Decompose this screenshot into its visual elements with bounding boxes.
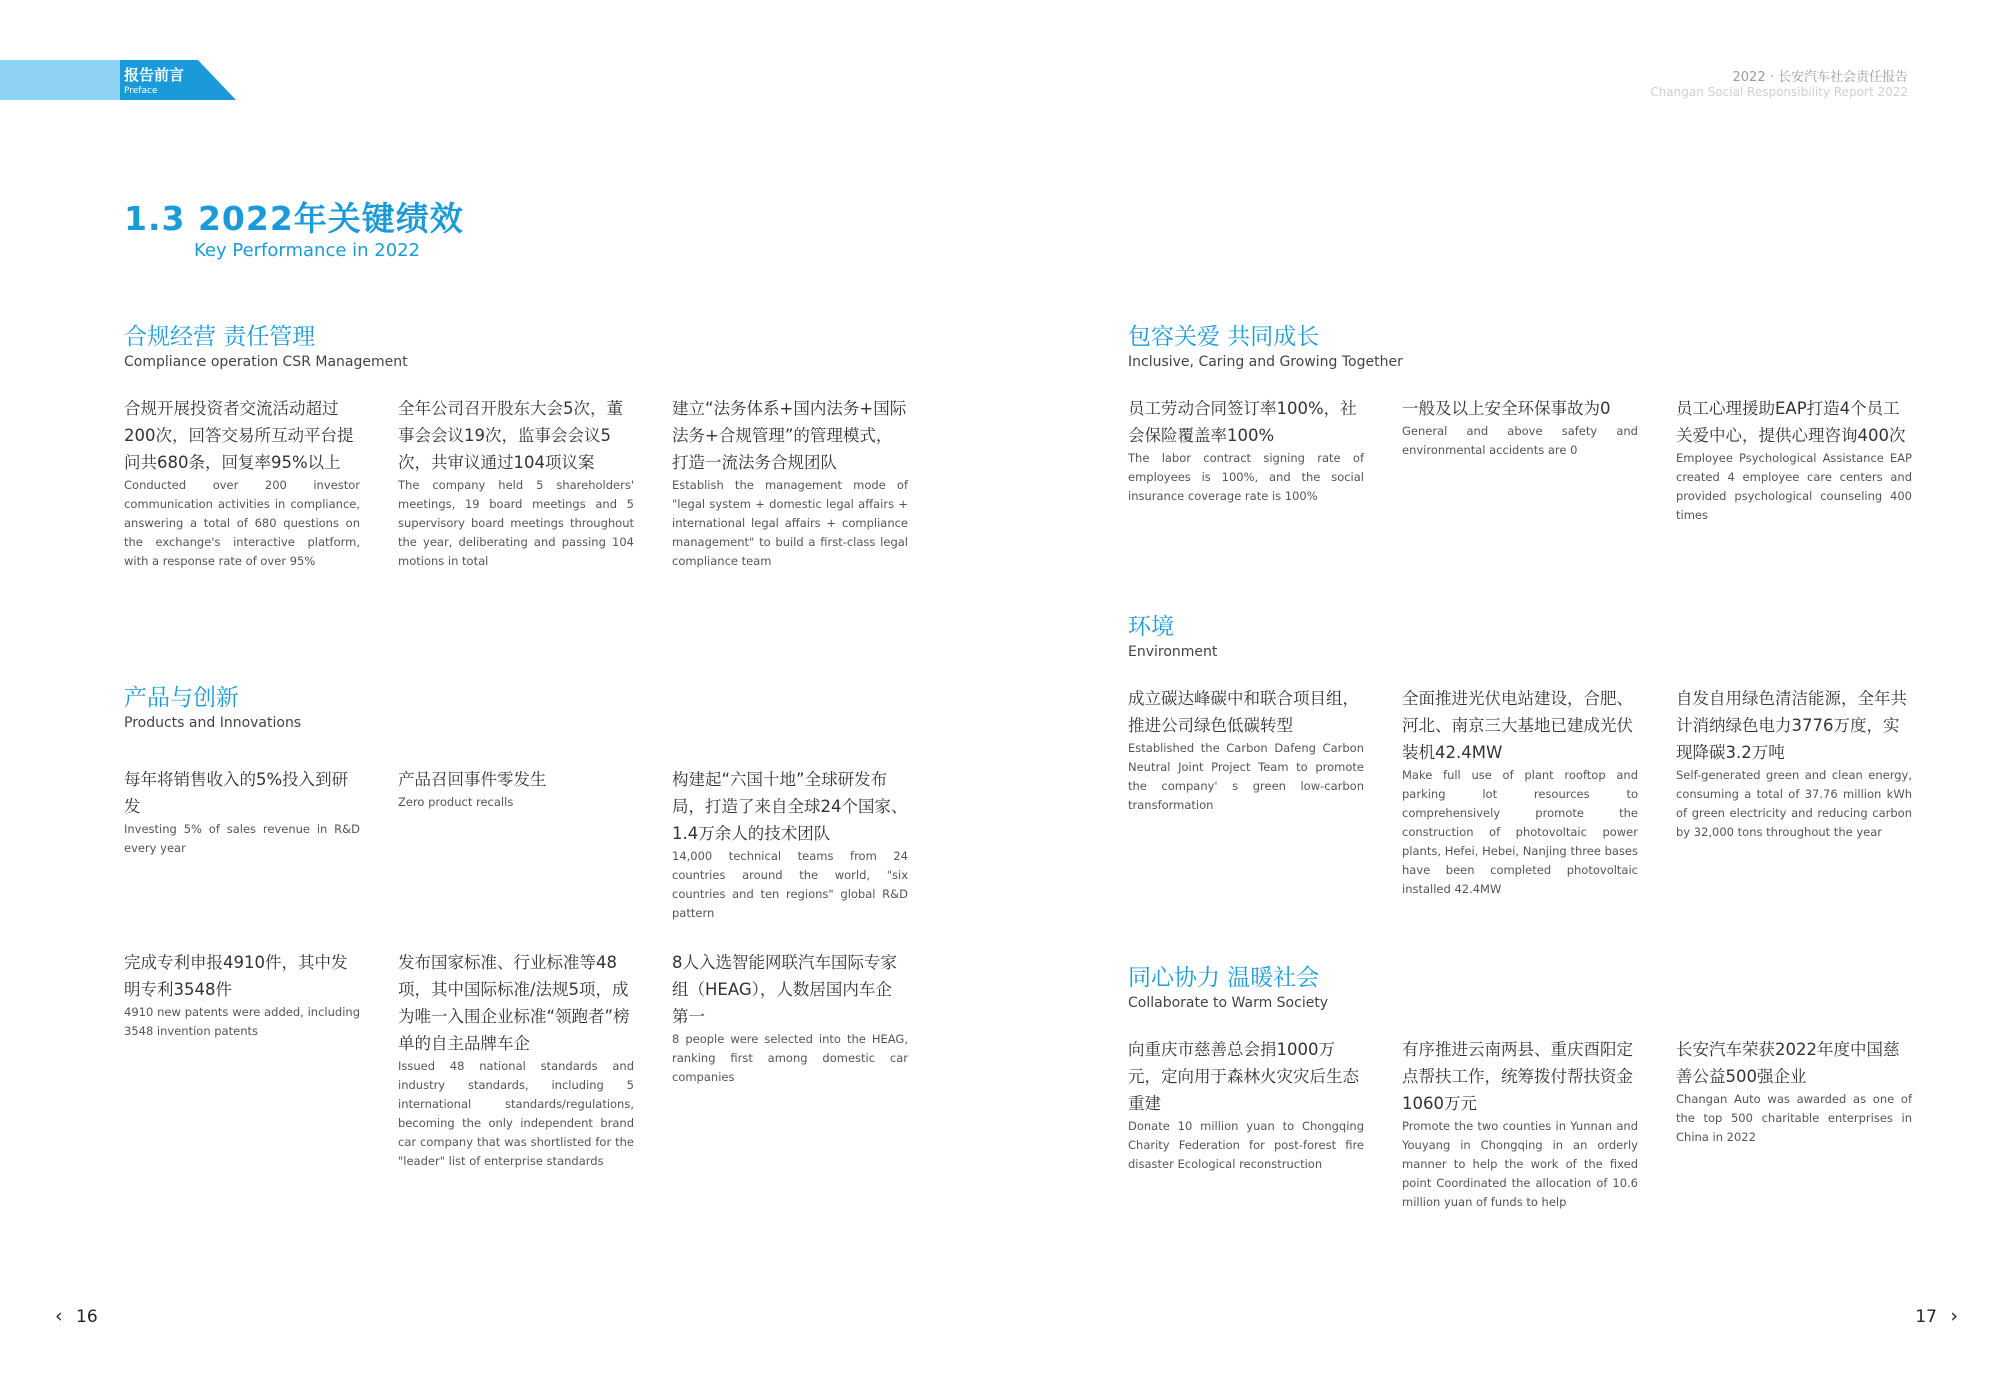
kpi-text: 一般及以上安全环保事故为0 — [1402, 399, 1611, 418]
kpi-item — [1128, 395, 1364, 506]
report-title-en: Changan Social Responsibility Report 2022 — [1650, 85, 1908, 99]
section-title-compliance: 合规经营 责任管理 — [124, 324, 316, 350]
page-subtitle: Key Performance in 2022 — [194, 240, 421, 261]
section-subtitle-society: Collaborate to Warm Society — [1128, 995, 1329, 1011]
kpi-item — [1676, 685, 1912, 842]
kpi-text-en: Investing 5% of sales revenue in R&D every year — [124, 822, 360, 855]
chevron-left-icon: ‹ — [55, 1305, 63, 1327]
kpi-text: 成立碳达峰碳中和联合项目组，推进公司绿色低碳转型 — [1128, 689, 1359, 735]
chevron-right-icon: › — [1950, 1305, 1958, 1327]
kpi-text: 员工心理援助EAP打造4个员工关爱中心，提供心理咨询400次 — [1676, 399, 1906, 445]
prev-page-button[interactable] — [55, 1305, 98, 1327]
kpi-item — [672, 766, 908, 923]
kpi-text-en: The labor contract signing rate of employees is 100%, and the social insurance coverage rate is 100% — [1128, 451, 1364, 503]
section-title-products: 产品与创新 — [124, 685, 239, 711]
kpi-item — [1676, 1036, 1912, 1147]
report-title: 2022 · 长安汽车社会责任报告 — [1732, 70, 1908, 85]
kpi-text-en: Employee Psychological Assistance EAP created 4 employee care centers and provided psychological counseling 400 times — [1676, 451, 1912, 522]
next-page-button[interactable] — [1915, 1305, 1958, 1327]
kpi-text: 产品召回事件零发生 — [398, 770, 547, 789]
kpi-text-en: 14,000 technical teams from 24 countries around the world, "six countries and ten regions" global R&D pattern — [672, 849, 908, 920]
kpi-item — [124, 395, 360, 571]
kpi-text: 完成专利申报4910件，其中发明专利3548件 — [124, 953, 348, 999]
section-tab-label-en: Preface — [124, 86, 158, 96]
kpi-text: 全年公司召开股东大会5次，董事会会议19次，监事会会议5次，共审议通过104项议案 — [398, 399, 623, 472]
kpi-text: 发布国家标准、行业标准等48项，其中国际标准/法规5项，成为唯一入围企业标准“领跑者”榜单的自主品牌车企 — [398, 953, 630, 1053]
kpi-text-en: 4910 new patents were added, including 3548 invention patents — [124, 1005, 360, 1038]
kpi-text-en: Conducted over 200 investor communication activities in compliance, answering a total of 680 questions on the exchange's interactive platform, with a response rate of over 95% — [124, 478, 360, 568]
kpi-item — [398, 949, 634, 1171]
section-title-society: 同心协力 温暖社会 — [1128, 965, 1320, 991]
kpi-item — [1402, 685, 1638, 899]
kpi-text-en: Established the Carbon Dafeng Carbon Neutral Joint Project Team to promote the company' s green low-carbon transformation — [1128, 741, 1364, 812]
kpi-text-en: 8 people were selected into the HEAG, ranking first among domestic car companies — [672, 1032, 908, 1084]
section-subtitle-compliance: Compliance operation CSR Management — [124, 354, 408, 370]
kpi-text-en: Establish the management mode of "legal system + domestic legal affairs + international legal affairs + compliance management" to build a first-class legal compliance team — [672, 478, 908, 568]
kpi-item — [124, 766, 360, 858]
section-tab-highlight — [0, 60, 120, 100]
kpi-item — [398, 766, 634, 812]
section-tab-label: 报告前言 — [124, 66, 185, 84]
kpi-item — [124, 949, 360, 1041]
page-number-left: 16 — [76, 1307, 98, 1327]
page-title: 1.3 2022年关键绩效 — [124, 199, 464, 238]
kpi-item — [672, 395, 908, 571]
kpi-text-en: Promote the two counties in Yunnan and Youyang in Chongqing in an orderly manner to help the work of the fixed point Coordinated the allocation of 10.6 million yuan of funds to help — [1402, 1119, 1638, 1209]
kpi-text: 向重庆市慈善总会捐1000万元，定向用于森林火灾灾后生态重建 — [1128, 1040, 1359, 1113]
section-title-environment: 环境 — [1128, 614, 1174, 640]
kpi-text-en: General and above safety and environmental accidents are 0 — [1402, 424, 1638, 457]
kpi-text-en: The company held 5 shareholders' meetings, 19 board meetings and 5 supervisory board meetings throughout the year, deliberating and passing 104 motions in total — [398, 478, 634, 568]
kpi-item — [398, 395, 634, 571]
kpi-text: 8人入选智能网联汽车国际专家组（HEAG），人数居国内车企第一 — [672, 953, 897, 1026]
section-subtitle-inclusive: Inclusive, Caring and Growing Together — [1128, 354, 1403, 370]
kpi-text-en: Zero product recalls — [398, 795, 514, 809]
kpi-text: 每年将销售收入的5%投入到研发 — [124, 770, 349, 816]
kpi-item — [1402, 395, 1638, 460]
kpi-text-en: Changan Auto was awarded as one of the top 500 charitable enterprises in China in 2022 — [1676, 1092, 1912, 1144]
kpi-text: 员工劳动合同签订率100%，社会保险覆盖率100% — [1128, 399, 1357, 445]
kpi-item — [1402, 1036, 1638, 1212]
kpi-text-en: Donate 10 million yuan to Chongqing Charity Federation for post-forest fire disaster Ecological reconstruction — [1128, 1119, 1364, 1171]
kpi-text: 合规开展投资者交流活动超过200次，回答交易所互动平台提问共680条，回复率95%以上 — [124, 399, 354, 472]
kpi-text: 建立“法务体系+国内法务+国际法务+合规管理”的管理模式，打造一流法务合规团队 — [672, 399, 907, 472]
kpi-text: 自发自用绿色清洁能源，全年共计消纳绿色电力3776万度，实现降碳3.2万吨 — [1676, 689, 1907, 762]
section-subtitle-environment: Environment — [1128, 644, 1218, 660]
kpi-text: 长安汽车荣获2022年度中国慈善公益500强企业 — [1676, 1040, 1900, 1086]
kpi-text: 构建起“六国十地”全球研发布局，打造了来自全球24个国家、1.4万余人的技术团队 — [672, 770, 908, 843]
kpi-text-en: Issued 48 national standards and industry standards, including 5 international standards/regulations, becoming the only independent brand car company that was shortlisted for the "leader" list of enterprise standards — [398, 1059, 634, 1168]
kpi-text: 全面推进光伏电站建设，合肥、河北、南京三大基地已建成光伏装机42.4MW — [1402, 689, 1633, 762]
kpi-item — [1128, 1036, 1364, 1174]
kpi-item — [1676, 395, 1912, 525]
page-number-right: 17 — [1915, 1307, 1937, 1327]
kpi-text-en: Make full use of plant rooftop and parking lot resources to comprehensively promote the construction of photovoltaic power plants, Hefei, Hebei, Nanjing three bases have been completed photovoltaic installed 42.4MW — [1402, 768, 1638, 896]
kpi-item — [672, 949, 908, 1087]
kpi-item — [1128, 685, 1364, 815]
section-title-inclusive: 包容关爱 共同成长 — [1128, 324, 1320, 350]
kpi-text-en: Self-generated green and clean energy, consuming a total of 37.76 million kWh of green electricity and reducing carbon by 32,000 tons throughout the year — [1676, 768, 1912, 839]
section-subtitle-products: Products and Innovations — [124, 715, 302, 731]
kpi-text: 有序推进云南两县、重庆酉阳定点帮扶工作，统筹拨付帮扶资金1060万元 — [1402, 1040, 1633, 1113]
